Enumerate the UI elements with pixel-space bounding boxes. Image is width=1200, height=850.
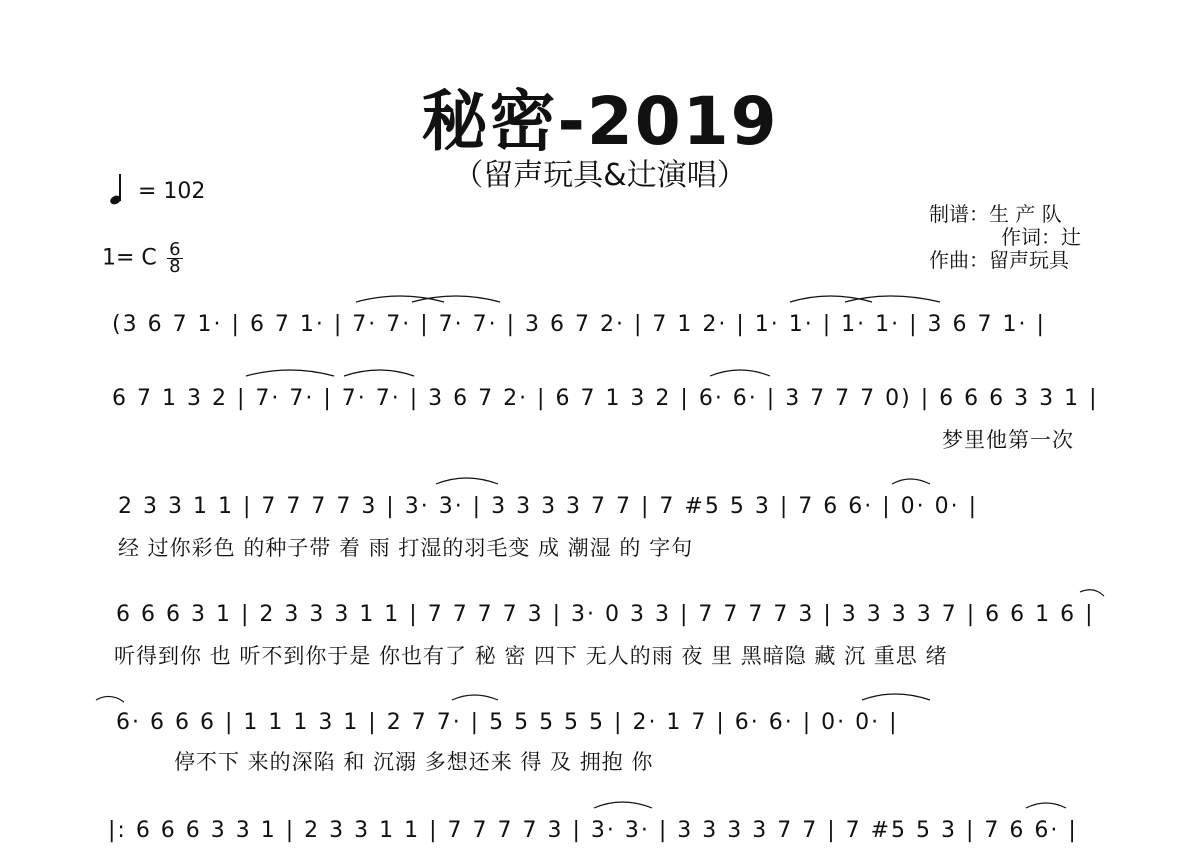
credit-score-maker: 制谱：生 产 队 (929, 202, 1062, 226)
tempo-value: = 102 (138, 179, 206, 204)
time-signature-top: 6 (169, 239, 181, 260)
score-line-2-lyrics: 梦里他第一次 (942, 428, 1074, 452)
score-line-3-lyrics: 经 过你彩色 的种子带 着 雨 打湿的羽毛变 成 潮湿 的 字句 (118, 536, 694, 560)
credit-lyricist: 作词：辻 (1001, 225, 1081, 249)
score-line-3-notes: 2 3 3 1 1 | 7 7 7 7 3 | 3· 3· | 3 3 3 3 7 7 | 7 #5 5 3 | 7 6 6· | 0· 0· | (118, 494, 978, 519)
score-line-1-notes: (3 6 7 1· | 6 7 1· | 7· 7· | 7· 7· | 3 6 7 2· | 7 1 2· | 1· 1· | 1· 1· | 3 6 7 1· | (112, 312, 1046, 337)
score-line-4-notes: 6 6 6 3 1 | 2 3 3 3 1 1 | 7 7 7 7 3 | 3· 0 3 3 | 7 7 7 7 3 | 3 3 3 3 7 | 6 6 1 6 | (116, 602, 1095, 627)
credit-composer: 作曲：留声玩具 (929, 248, 1069, 272)
performer-subtitle: （留声玩具&辻演唱） (453, 158, 747, 193)
score-line-5-lyrics: 停不下 来的深陷 和 沉溺 多想还来 得 及 拥抱 你 (174, 750, 654, 774)
score-line-2-notes: 6 7 1 3 2 | 7· 7· | 7· 7· | 3 6 7 2· | 6 7 1 3 2 | 6· 6· | 3 7 7 7 0) | 6 6 6 3 3 1 | (112, 386, 1099, 411)
key-label: 1= C (102, 245, 157, 271)
song-title: 秘密-2019 (421, 83, 779, 160)
score-line-5-notes: 6· 6 6 6 | 1 1 1 3 1 | 2 7 7· | 5 5 5 5 5 | 2· 1 7 | 6· 6· | 0· 0· | (116, 710, 899, 735)
score-line-6-notes: |: 6 6 6 3 3 1 | 2 3 3 1 1 | 7 7 7 7 3 | 3· 3· | 3 3 3 3 7 7 | 7 #5 5 3 | 7 6 6· | (108, 818, 1078, 843)
time-signature-bottom: 8 (169, 256, 181, 277)
score-line-4-lyrics: 听得到你 也 听不到你于是 你也有了 秘 密 四下 无人的雨 夜 里 黑暗隐 藏 沉 重思 绪 (114, 644, 948, 668)
